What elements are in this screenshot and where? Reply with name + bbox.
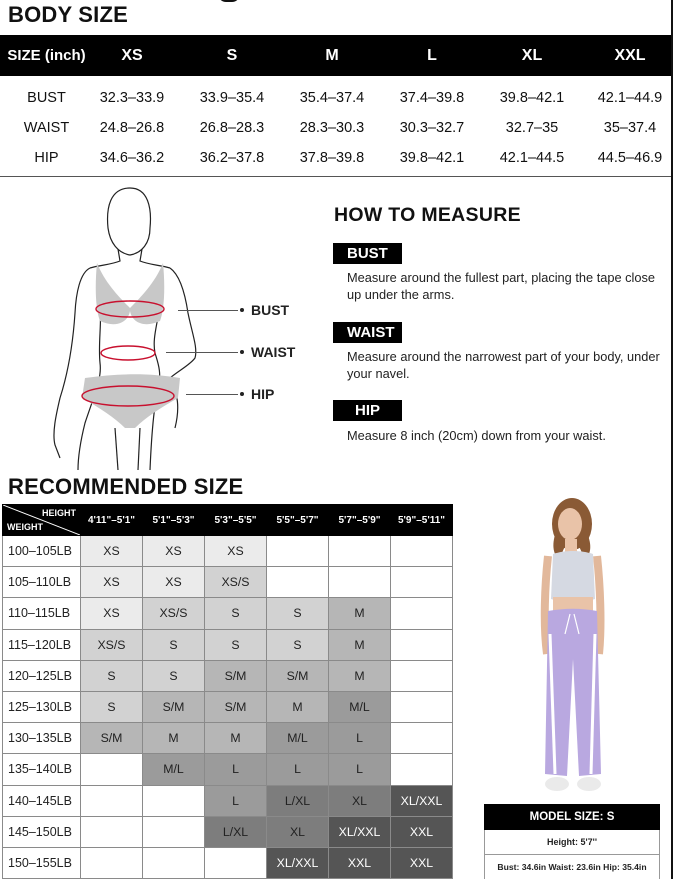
- cell-value: 32.3–33.9: [99, 90, 165, 106]
- size-cell: [391, 723, 453, 754]
- table-row: [3, 691, 453, 722]
- size-cell: [267, 567, 329, 598]
- cell-value: 35–37.4: [603, 120, 657, 136]
- size-cell: XXL: [329, 847, 391, 878]
- size-cell: [391, 660, 453, 691]
- weight-label: 115–120LB: [3, 629, 81, 660]
- size-cell: [329, 567, 391, 598]
- size-cell: XL/XXL: [391, 785, 453, 816]
- section-divider: [0, 176, 671, 177]
- header-size-inch: SIZE (inch): [7, 47, 86, 64]
- size-cell: S: [267, 598, 329, 629]
- size-cell: [391, 629, 453, 660]
- cropped-logo-fragment: [218, 0, 240, 2]
- weight-label: 120–125LB: [3, 660, 81, 691]
- size-cell: S: [205, 629, 267, 660]
- size-cell: XL: [267, 816, 329, 847]
- size-cell: XS: [81, 567, 143, 598]
- cell-value: 24.8–26.8: [99, 120, 165, 136]
- bust-leader-line: [178, 310, 238, 311]
- size-cell: M/L: [267, 723, 329, 754]
- size-cell: S/M: [205, 660, 267, 691]
- size-cell: XS/S: [205, 567, 267, 598]
- size-cell: L/XL: [267, 785, 329, 816]
- size-cell: XXL: [391, 816, 453, 847]
- recommended-size-table: [2, 504, 453, 879]
- weight-label: 130–135LB: [3, 723, 81, 754]
- size-cell: L: [205, 754, 267, 785]
- size-cell: [81, 847, 143, 878]
- corner-header: [3, 505, 81, 536]
- size-cell: [205, 847, 267, 878]
- cell-value: 39.8–42.1: [499, 90, 565, 106]
- table-row: [3, 660, 453, 691]
- height-col: 5'5"–5'7": [267, 505, 329, 536]
- size-cell: S: [205, 598, 267, 629]
- size-cell: M: [205, 723, 267, 754]
- model-photo-icon: [515, 484, 630, 802]
- size-cell: L: [267, 754, 329, 785]
- cell-value: 44.5–46.9: [597, 150, 663, 166]
- weight-label: 125–130LB: [3, 691, 81, 722]
- header-m: M: [325, 47, 339, 64]
- size-cell: [81, 816, 143, 847]
- model-size-label: MODEL SIZE: S: [484, 804, 660, 830]
- recommended-size-title: RECOMMENDED SIZE: [8, 474, 244, 499]
- height-col: 4'11"–5'1": [81, 505, 143, 536]
- size-cell: S: [143, 629, 205, 660]
- size-cell: L/XL: [205, 816, 267, 847]
- size-cell: [267, 536, 329, 567]
- weight-label: 100–105LB: [3, 536, 81, 567]
- table-row: [3, 847, 453, 878]
- cell-value: 28.3–30.3: [299, 120, 365, 136]
- height-col: 5'1"–5'3": [143, 505, 205, 536]
- height-col: 5'7"–5'9": [329, 505, 391, 536]
- waist-dot: [240, 350, 244, 354]
- size-cell: XL: [329, 785, 391, 816]
- size-cell: XS: [205, 536, 267, 567]
- tag-hip: HIP: [333, 400, 402, 421]
- body-size-title: BODY SIZE: [8, 2, 128, 27]
- tag-waist: WAIST: [333, 322, 402, 343]
- hip-dot: [240, 392, 244, 396]
- size-cell: M: [329, 660, 391, 691]
- waist-leader-line: [166, 352, 238, 353]
- body-size-header-row: [0, 35, 671, 76]
- size-cell: S: [143, 660, 205, 691]
- weight-label: 110–115LB: [3, 598, 81, 629]
- cell-value: 39.8–42.1: [399, 150, 465, 166]
- size-cell: [391, 598, 453, 629]
- size-cell: [391, 536, 453, 567]
- size-cell: M: [267, 691, 329, 722]
- weight-label: 135–140LB: [3, 754, 81, 785]
- table-row: [3, 629, 453, 660]
- size-cell: [329, 536, 391, 567]
- cell-value: 33.9–35.4: [199, 90, 265, 106]
- cell-value: 26.8–28.3: [199, 120, 265, 136]
- table-row: [3, 754, 453, 785]
- row-label: BUST: [27, 90, 66, 106]
- size-cell: S: [81, 691, 143, 722]
- size-cell: [391, 691, 453, 722]
- cell-value: 35.4–37.4: [299, 90, 365, 106]
- size-cell: [143, 816, 205, 847]
- size-cell: M: [329, 629, 391, 660]
- bust-instruction: Measure around the fullest part, placing the tape close up under the arms.: [347, 270, 656, 302]
- corner-height-label: HEIGHT: [41, 508, 76, 518]
- size-cell: XL/XXL: [267, 847, 329, 878]
- size-cell: [81, 785, 143, 816]
- body-size-row-hip: [0, 144, 671, 174]
- table-row: [3, 567, 453, 598]
- figure-label-waist: WAIST: [251, 344, 296, 360]
- size-cell: XS: [143, 567, 205, 598]
- size-cell: S/M: [267, 660, 329, 691]
- cell-value: 37.4–39.8: [399, 90, 465, 106]
- cell-value: 36.2–37.8: [199, 150, 265, 166]
- model-height: Height: 5'7'': [484, 830, 660, 855]
- figure-label-bust: BUST: [251, 302, 290, 318]
- header-xs: XS: [121, 47, 143, 64]
- header-xl: XL: [521, 47, 543, 64]
- weight-label: 145–150LB: [3, 816, 81, 847]
- cell-value: 37.8–39.8: [299, 150, 365, 166]
- model-measurements: Bust: 34.6in Waist: 23.6in Hip: 35.4in: [484, 855, 660, 879]
- size-cell: [391, 754, 453, 785]
- size-cell: XS: [143, 536, 205, 567]
- size-cell: XS: [81, 536, 143, 567]
- body-measurement-figure-icon: [40, 183, 280, 470]
- header-l: L: [427, 47, 437, 64]
- cell-value: 30.3–32.7: [399, 120, 465, 136]
- size-cell: L: [329, 754, 391, 785]
- corner-weight-label: WEIGHT: [7, 522, 43, 532]
- size-cell: S/M: [205, 691, 267, 722]
- size-cell: M/L: [329, 691, 391, 722]
- figure-label-hip: HIP: [251, 386, 275, 402]
- weight-label: 150–155LB: [3, 847, 81, 878]
- table-row: [3, 536, 453, 567]
- how-to-measure-title: HOW TO MEASURE: [334, 204, 521, 226]
- size-cell: XL/XXL: [329, 816, 391, 847]
- size-cell: L: [205, 785, 267, 816]
- size-cell: S: [267, 629, 329, 660]
- body-size-row-waist: [0, 114, 671, 144]
- weight-label: 140–145LB: [3, 785, 81, 816]
- size-cell: L: [329, 723, 391, 754]
- size-cell: M/L: [143, 754, 205, 785]
- size-cell: XS: [81, 598, 143, 629]
- cell-value: 32.7–35: [505, 120, 559, 136]
- size-cell: M: [329, 598, 391, 629]
- cell-value: 42.1–44.5: [499, 150, 565, 166]
- table-row: [3, 785, 453, 816]
- size-cell: [81, 754, 143, 785]
- hip-leader-line: [186, 394, 238, 395]
- table-row: [3, 598, 453, 629]
- size-cell: [143, 785, 205, 816]
- waist-instruction: Measure around the narrowest part of your body, under your navel.: [347, 349, 660, 381]
- size-cell: XS/S: [143, 598, 205, 629]
- table-row: [3, 816, 453, 847]
- height-header-row: [3, 505, 453, 536]
- size-cell: M: [143, 723, 205, 754]
- size-cell: [391, 567, 453, 598]
- bust-dot: [240, 308, 244, 312]
- cell-value: 34.6–36.2: [99, 150, 165, 166]
- size-cell: S/M: [81, 723, 143, 754]
- size-cell: XS/S: [81, 629, 143, 660]
- tag-bust: BUST: [333, 243, 402, 264]
- hip-instruction: Measure 8 inch (20cm) down from your waist.: [347, 428, 606, 443]
- size-cell: [143, 847, 205, 878]
- table-row: [3, 723, 453, 754]
- row-label: HIP: [34, 150, 59, 166]
- weight-label: 105–110LB: [3, 567, 81, 598]
- size-cell: S/M: [143, 691, 205, 722]
- header-s: S: [226, 47, 238, 64]
- row-label: WAIST: [23, 120, 70, 136]
- cell-value: 42.1–44.9: [597, 90, 663, 106]
- recommended-table-body: [3, 536, 453, 879]
- body-size-row-bust: [0, 84, 671, 114]
- size-cell: XXL: [391, 847, 453, 878]
- header-xxl: XXL: [614, 47, 646, 64]
- size-cell: S: [81, 660, 143, 691]
- height-col: 5'3"–5'5": [205, 505, 267, 536]
- height-col: 5'9"–5'11": [391, 505, 453, 536]
